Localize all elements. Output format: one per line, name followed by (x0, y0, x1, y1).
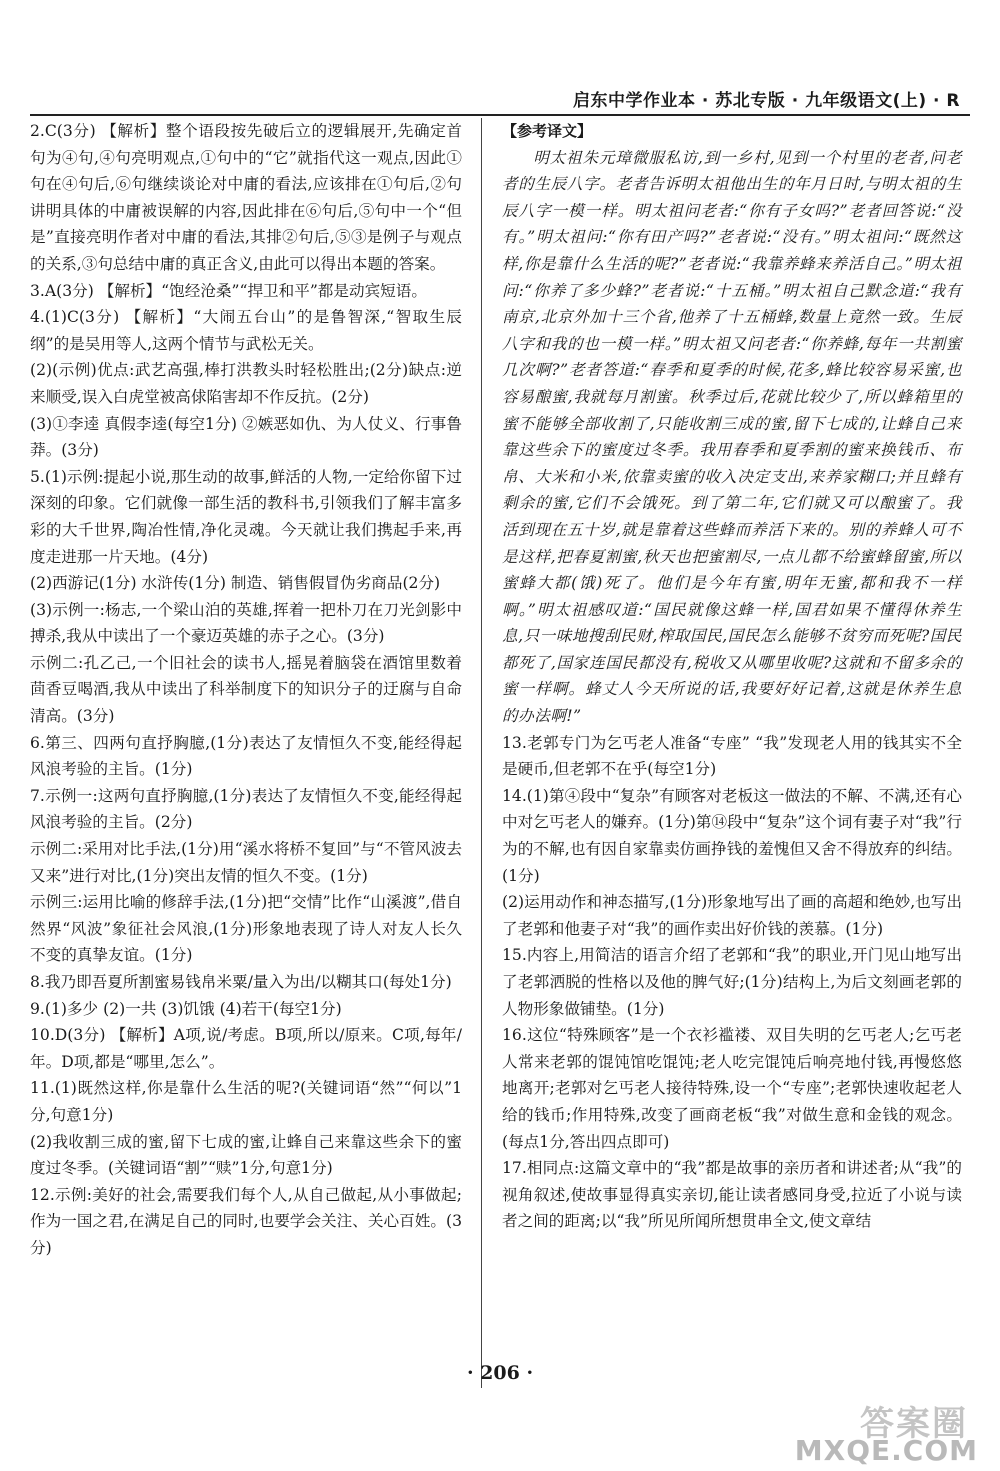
answer-4-2: (2)(示例)优点:武艺高强,棒打洪教头时轻松胜出;(2分)缺点:逆来顺受,误入白虎堂被高俅陷害却不作反抗。(2分) (30, 361, 462, 406)
answer-5-3: (3)示例一:杨志,一个梁山泊的英雄,挥着一把朴刀在刀光剑影中搏杀,我从中读出了一个豪迈英雄的赤子之心。(3分) (30, 600, 462, 646)
answer-10: 10.D(3分) 【解析】A项,说/考虑。B项,所以/原来。C项,每年/年。D项,都是“哪里,怎么”。 (30, 1026, 462, 1071)
page-header (30, 84, 970, 116)
answer-16: 16.这位“特殊顾客”是一个衣衫褴褛、双目失明的乞丐老人;乞丐老人常来老郭的馄饨馆吃馄饨;老人吃完馄饨后响亮地付钱,再慢悠悠地离开;老郭对乞丐老人接待特殊,设一个“专座”;老郭快速收起老人给的钱币;作用特殊,改变了画商老板“我”对做生意和金钱的观念。(每点1分,答出四点即可) (502, 1026, 962, 1151)
answer-2: 2.C(3分) 【解析】整个语段按先破后立的逻辑展开,先确定首句为④句,④句亮明观点,①句中的“它”就指代这一观点,因此①句在④句后,⑥句继续谈论对中庸的看法,应该排在①句后,②句讲明具体的中庸被误解的内容,因此排在⑥句后,⑤句中一个“但是”直接亮明作者对中庸的看法,其排②句后,⑤③是例子与观点的关系,③句总结中庸的真正含义,由此可以得出本题的答案。 (30, 122, 462, 273)
translation-title: 【参考译文】 (502, 122, 593, 140)
answer-8: 8.我乃即吾夏所割蜜易钱帛米粟/量入为出/以糊其口(每处1分) (30, 973, 452, 991)
answer-14-1: 14.(1)第④段中“复杂”有顾客对老板这一做法的不解、不满,还有心中对乞丐老人的嫌弃。(1分)第⑭段中“复杂”这个词有妻子对“我”行为的不解,也有因自家靠卖仿画挣钱的羞愧但又舍不得放弃的纠结。(1分) (502, 786, 962, 885)
answer-12: 12.示例:美好的社会,需要我们每个人,从自己做起,从小事做起;作为一国之君,在满足自己的同时,也要学会关注、关心百姓。(3分) (30, 1185, 462, 1257)
answer-15: 15.内容上,用简洁的语言介绍了老郭和“我”的职业,开门见山地写出了老郭洒脱的性格以及他的脾气好;(1分)结构上,为后文刻画老郭的人物形象做铺垫。(1分) (502, 946, 962, 1018)
watermark-logo: 答案圈 (860, 1404, 968, 1444)
answer-9: 9.(1)多少 (2)一共 (3)饥饿 (4)若干(每空1分) (30, 999, 342, 1018)
answer-3: 3.A(3分) 【解析】“饱经沧桑”“捍卫和平”都是动宾短语。 (30, 281, 427, 300)
answer-4-3: (3)①李逵 真假李逵(每空1分) ②嫉恶如仇、为人仗义、行事鲁莽。(3分) (30, 414, 462, 460)
answer-11-1: 11.(1)既然这样,你是靠什么生活的呢?(关键词语“然”“何以”1分,句意1分) (30, 1079, 462, 1124)
header-title: 启东中学作业本 · 苏北专版 · 九年级语文(上) · R (572, 91, 960, 111)
answer-7-example1: 7.示例一:这两句直抒胸臆,(1分)表达了友情恒久不变,能经得起风浪考验的主旨。(2分) (30, 786, 462, 832)
answer-11-2: (2)我收割三成的蜜,留下七成的蜜,让蜂自己来靠这些余下的蜜度过冬季。(关键词语“割”“赎”1分,句意1分) (30, 1132, 462, 1178)
watermark (768, 1400, 978, 1466)
answer-5-3-example2: 示例二:孔乙己,一个旧社会的读书人,摇晃着脑袋在酒馆里数着茴香豆喝酒,我从中读出了科举制度下的知识分子的迂腐与自命清高。(3分) (30, 653, 462, 726)
answer-13: 13.老郭专门为乞丐老人准备“专座” “我”发现老人用的钱其实不全是硬币,但老郭不在乎(每空1分) (502, 733, 962, 779)
answer-17: 17.相同点:这篇文章中的“我”都是故事的亲历者和讲述者;从“我”的视角叙述,使故事显得真实亲切,能让读者感同身受,拉近了小说与读者之间的距离;以“我”所见所闻所想贯串全文,使文章结 (502, 1159, 962, 1231)
page-number: · 206 · (466, 1362, 534, 1384)
answer-5-2: (2)西游记(1分) 水浒传(1分) 制造、销售假冒伪劣商品(2分) (30, 574, 441, 593)
column-divider (481, 118, 482, 1388)
answer-14-2: (2)运用动作和神态描写,(1分)形象地写出了画的高超和绝妙,也写出了老郭和他妻子对“我”的画作卖出好价钱的羡慕。(1分) (502, 893, 962, 938)
right-column (502, 118, 962, 1235)
answer-5-1: 5.(1)示例:提起小说,那生动的故事,鲜活的人物,一定给你留下过深刻的印象。它们就像一部生活的教科书,引领我们了解丰富多彩的大千世界,陶冶性情,净化灵魂。今天就让我们携起手来,再度走进那一片天地。(4分) (30, 467, 462, 566)
left-column (30, 118, 462, 1262)
answer-7-example2: 示例二:采用对比手法,(1分)用“溪水将桥不复回”与“不管风波去又来”进行对比,(1分)突出友情的恒久不变。(1分) (30, 840, 462, 885)
answer-6: 6.第三、四两句直抒胸臆,(1分)表达了友情恒久不变,能经得起风浪考验的主旨。(1分) (30, 733, 462, 779)
watermark-url: MXQE.COM (794, 1434, 978, 1467)
answer-7-example3: 示例三:运用比喻的修辞手法,(1分)把“交情”比作“山溪渡”,借自然界“风波”象征社会风浪,(1分)形象地表现了诗人对友人长久不变的真挚友谊。(1分) (30, 893, 462, 965)
translation-text: 明太祖朱元璋微服私访,到一乡村,见到一个村里的老者,问老者的生辰八字。老者告诉明太祖他出生的年月日时,与明太祖的生辰八字一模一样。明太祖问老者:“你有子女吗?”老者回答说:“没有。”明太祖问:“你有田产吗?”老者说:“没有。”明太祖问:“既然这样,你是靠什么生活的呢?”老者说:“我靠养蜂来养活自己。”明太祖问:“你养了多少蜂?”老者说:“十五桶。”明太祖自己默念道:“我有南京,北京外加十三个省,他养了十五桶蜂,数量上竟然一致。生辰八字和我的也一模一样。”明太祖又问老者:“你养蜂,每年一共割蜜几次啊?”老者答道:“春季和夏季的时候,花多,蜂比较容易采蜜,也容易酿蜜,我就每月割蜜。秋季过后,花就比较少了,所以蜂箱里的蜜不能够全部收割了,只能收割三成的蜜,留下七成的,让蜂自己来靠这些余下的蜜度过冬季。我用春季和夏季割的蜜来换钱币、布帛、大米和小米,依靠卖蜜的收入决定支出,来养家糊口;并且蜂有剩余的蜜,它们不会饿死。到了第二年,它们就又可以酿蜜了。我活到现在五十岁,就是靠着这些蜂而养活下来的。别的养蜂人可不是这样,把春夏割蜜,秋天也把蜜割尽,一点儿都不给蜜蜂留蜜,所以蜜蜂大都(饿)死了。他们是今年有蜜,明年无蜜,都和我不一样啊。”明太祖感叹道:“国民就像这蜂一样,国君如果不懂得休养生息,只一味地搜刮民财,榨取国民,国民怎么能够不贫穷而死呢?国民都死了,国家连国民都没有,税收又从哪里收呢?这就和不留多余的蜜一样啊。蜂丈人今天所说的话,我要好好记着,这就是休养生息的办法啊!” (502, 148, 962, 726)
answer-4-1: 4.(1)C(3分) 【解析】“大闹五台山”的是鲁智深,“智取生辰纲”的是吴用等人,这两个情节与武松无关。 (30, 308, 462, 353)
